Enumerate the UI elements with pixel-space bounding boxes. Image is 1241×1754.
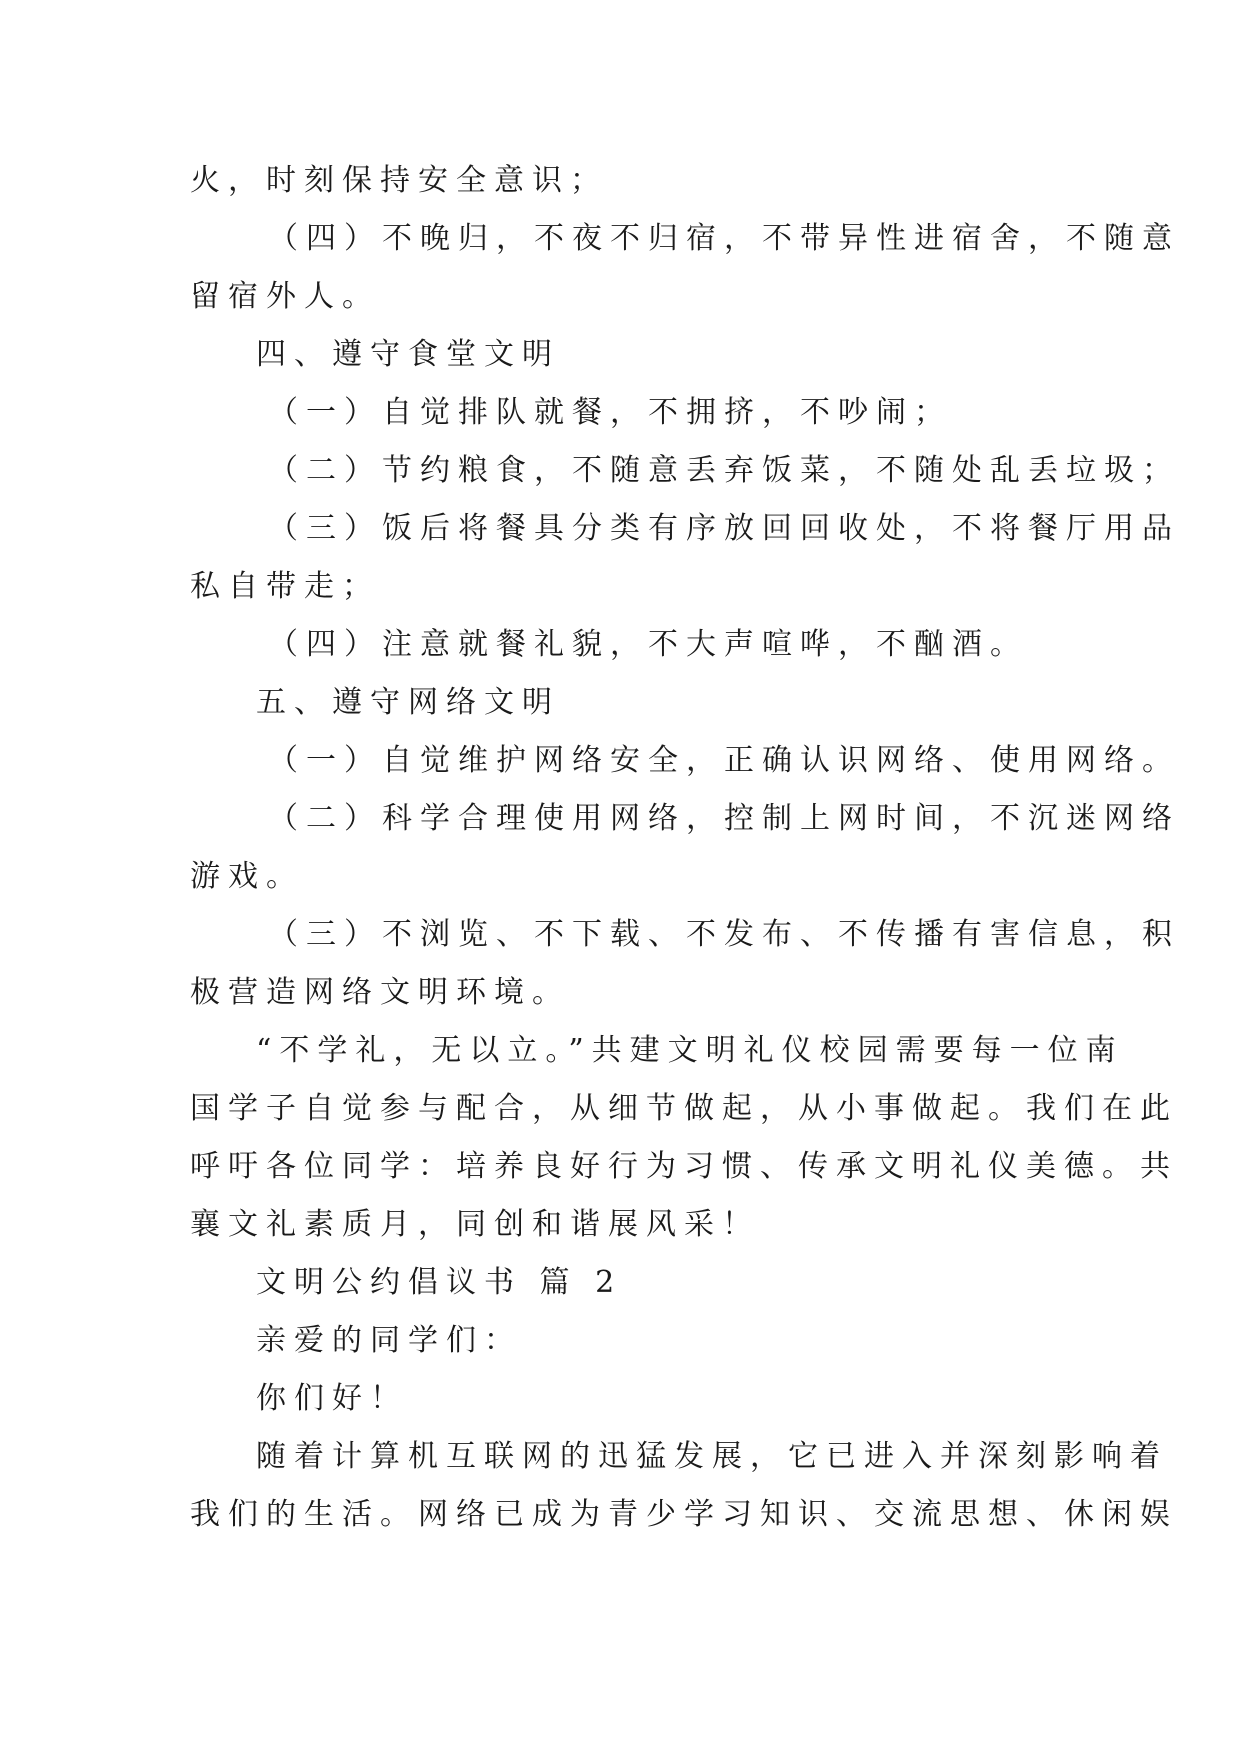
salutation: 亲爱的同学们： xyxy=(256,1323,522,1358)
text-line: 游戏。 xyxy=(190,859,304,894)
text-line: （二）科学合理使用网络，控制上网时间，不沉迷网络 xyxy=(268,801,1180,836)
text-line: （三）饭后将餐具分类有序放回回收处，不将餐厅用品 xyxy=(268,511,1180,546)
text-line: （二）节约粮食，不随意丢弃饭菜，不随处乱丢垃圾； xyxy=(268,453,1180,488)
section-heading: 四、遵守食堂文明 xyxy=(256,337,560,372)
text-line: 火，时刻保持安全意识； xyxy=(190,163,608,198)
text-line: 呼吁各位同学：培养良好行为习惯、传承文明礼仪美德。共 xyxy=(190,1149,1178,1184)
text-line: （四）注意就餐礼貌，不大声喧哗，不酗酒。 xyxy=(268,627,1028,662)
article-title: 文明公约倡议书 篇 2 xyxy=(256,1265,623,1300)
text-line: 私自带走； xyxy=(190,569,380,604)
text-line: （一）自觉维护网络安全，正确认识网络、使用网络。 xyxy=(268,743,1180,778)
text-line: 襄文礼素质月，同创和谐展风采！ xyxy=(190,1207,760,1242)
text-line: （三）不浏览、不下载、不发布、不传播有害信息，积 xyxy=(268,917,1180,952)
text-line: 我们的生活。网络已成为青少学习知识、交流思想、休闲娱 xyxy=(190,1497,1178,1532)
section-heading: 五、遵守网络文明 xyxy=(256,685,560,720)
text-line: （一）自觉排队就餐，不拥挤，不吵闹； xyxy=(268,395,952,430)
text-line: 国学子自觉参与配合，从细节做起，从小事做起。我们在此 xyxy=(190,1091,1178,1126)
text-line: “不学礼，无以立。”共建文明礼仪校园需要每一位南 xyxy=(256,1033,1124,1068)
text-line: （四）不晚归，不夜不归宿，不带异性进宿舍，不随意 xyxy=(268,221,1180,256)
greeting: 你们好！ xyxy=(256,1381,408,1416)
text-line: 随着计算机互联网的迅猛发展，它已进入并深刻影响着 xyxy=(256,1439,1168,1474)
text-line: 极营造网络文明环境。 xyxy=(190,975,570,1010)
text-line: 留宿外人。 xyxy=(190,279,380,314)
document-body xyxy=(190,152,1180,1544)
